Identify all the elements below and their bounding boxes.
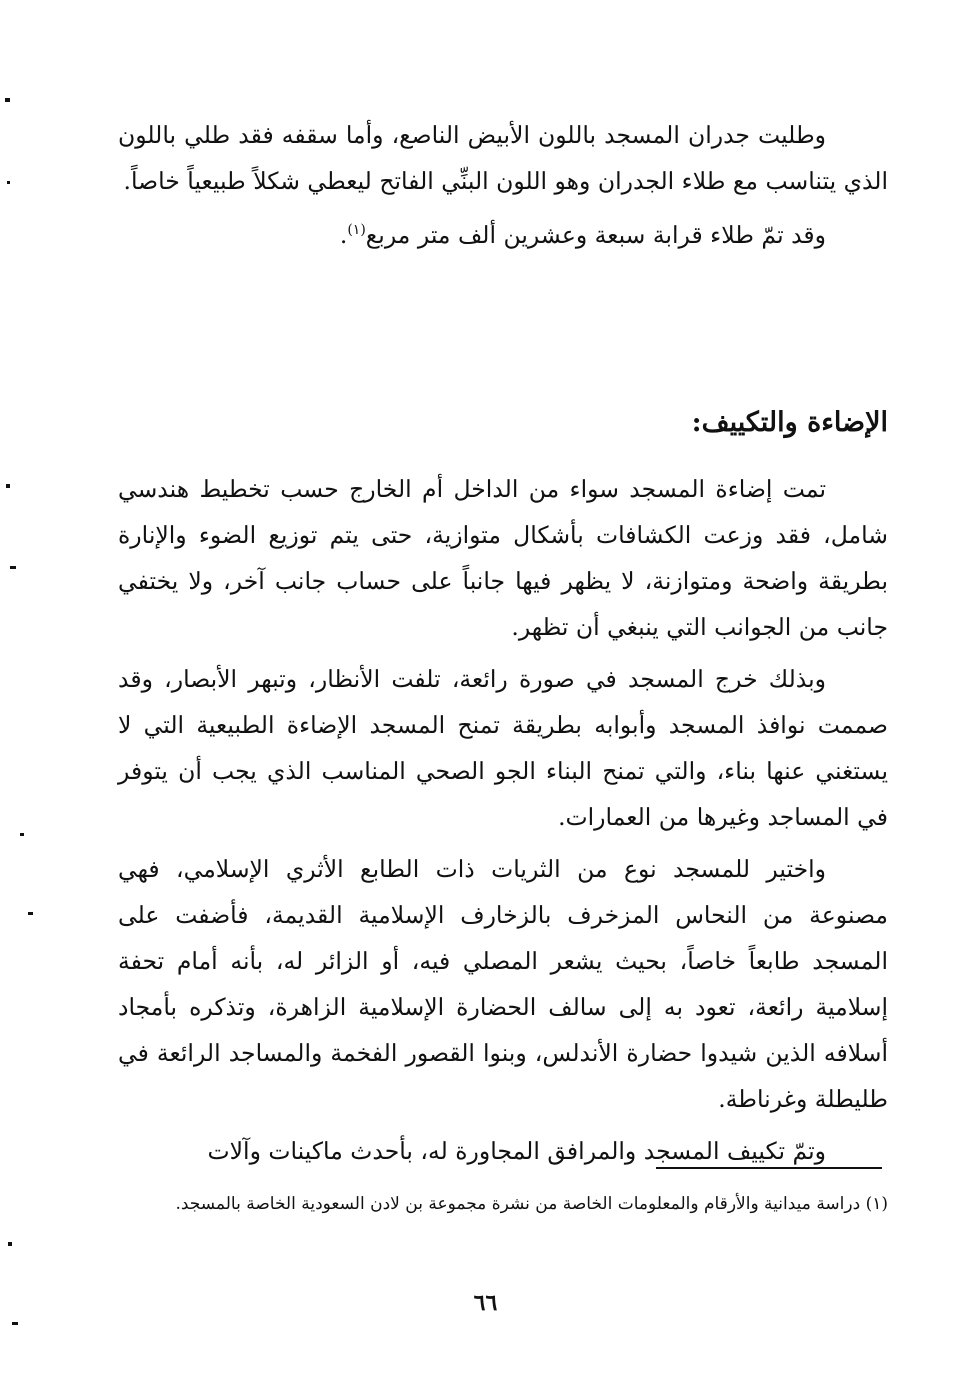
scan-speck xyxy=(20,833,24,836)
scan-speck xyxy=(8,1242,12,1246)
paragraph-paint-walls: وطليت جدران المسجد باللون الأبيض الناصع، وأما سقفه فقد طلي باللون الذي يتناسب مع طلاء الجدران وهو اللون البنِّي الفاتح ليعطي شكلاً طبيعياً خاصاً. xyxy=(118,121,888,195)
paragraph-chandeliers: واختير للمسجد نوع من الثريات ذات الطابع الأثري الإسلامي، فهي مصنوعة من النحاس المزخرف بالزخارف الإسلامية القديمة، فأضفت على المسجد طابعاً خاصاً، بحيث يشعر المصلي فيه، أو الزائر له، بأنه أمام تحفة إسلامية رائعة، تعود به إلى سالف الحضارة الإسلامية الزاهرة، وتذكره بأمجاد أسلافه الذين شيدوا حضارة الأندلس، وبنوا القصور الفخمة والمساجد الرائعة في طليطلة وغرناطة. xyxy=(118,855,888,1113)
top-text-block xyxy=(118,112,888,258)
paragraph-lighting: تمت إضاءة المسجد سواء من الداخل أم الخارج حسب تخطيط هندسي شامل، فقد وزعت الكشافات بأشكال متوازية، حتى يتم توزيع الضوء والإنارة بطريقة واضحة ومتوازنة، لا يظهر فيها جانباً على حساب جانب آخر، ولا يختفي جانب من الجوانب التي ينبغي أن تظهر. xyxy=(118,475,888,641)
scan-speck xyxy=(7,181,10,184)
paragraph-paint-area xyxy=(118,212,888,258)
body-text-block xyxy=(118,466,888,1174)
scan-speck xyxy=(6,484,10,488)
scan-speck xyxy=(12,1322,18,1325)
scan-speck xyxy=(10,566,16,569)
scan-speck xyxy=(28,912,33,915)
footnote-divider xyxy=(656,1167,882,1169)
paragraph-windows: وبذلك خرج المسجد في صورة رائعة، تلفت الأنظار، وتبهر الأبصار، وقد صممت نوافذ المسجد وأبوابه بطريقة تمنح المسجد الإضاءة الطبيعية التي لا يستغني عنها بناء، والتي تمنح البناء الجو الصحي المناسب الذي يجب أن يتوفر في المساجد وغيرها من العمارات. xyxy=(118,665,888,831)
footnote-reference: (١) xyxy=(347,222,366,239)
paint-area-text: وقد تمّ طلاء قرابة سبعة وعشرين ألف متر مربع xyxy=(365,221,826,249)
page-number: ٦٦ xyxy=(473,1290,498,1316)
scan-speck xyxy=(5,98,10,102)
section-heading: الإضاءة والتكييف: xyxy=(691,407,888,438)
paint-area-end: . xyxy=(339,221,348,249)
footnote-text: (١) دراسة ميدانية والأرقام والمعلومات الخاصة من نشرة مجموعة بن لادن السعودية الخاصة بالمسجد. xyxy=(175,1194,888,1214)
paragraph-air-conditioning: وتمّ تكييف المسجد والمرافق المجاورة له، بأحدث ماكينات وآلات xyxy=(207,1137,826,1165)
